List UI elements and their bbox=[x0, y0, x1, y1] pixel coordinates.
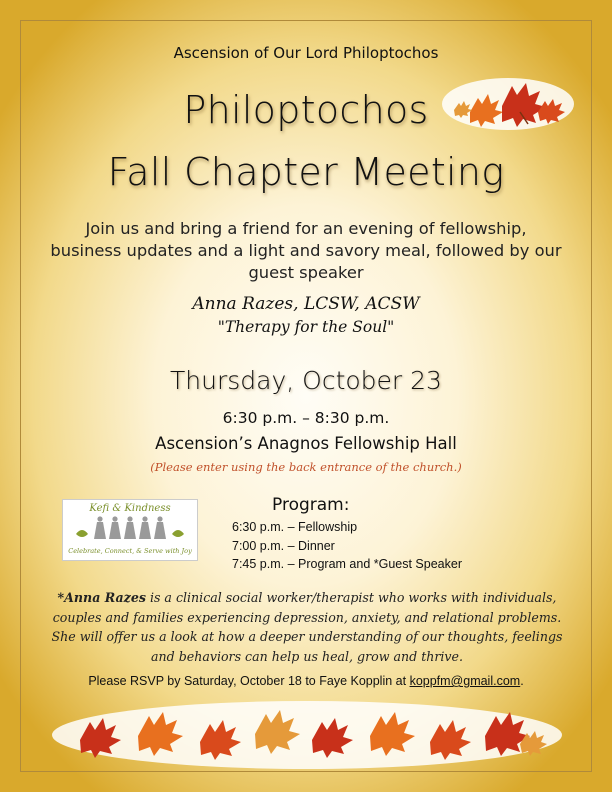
event-venue: Ascension’s Anagnos Fellowship Hall bbox=[155, 434, 457, 453]
intro-paragraph: Join us and bring a friend for an evening of fellowship, business updates and a light and savory meal, followed by our guest speaker bbox=[50, 219, 562, 282]
organization-name: Ascension of Our Lord Philoptochos bbox=[173, 44, 439, 62]
program-list bbox=[232, 518, 462, 574]
program-item: 7:45 p.m. – Program and *Guest Speaker bbox=[232, 557, 462, 571]
event-time: 6:30 p.m. – 8:30 p.m. bbox=[222, 409, 390, 427]
entrance-note: (Please enter using the back entrance of the church.) bbox=[150, 460, 462, 474]
event-date: Thursday, October 23 bbox=[170, 366, 442, 395]
kefi-kindness-logo bbox=[62, 499, 198, 561]
logo-title: Kefi & Kindness bbox=[89, 503, 171, 514]
program-item: 6:30 p.m. – Fellowship bbox=[232, 520, 358, 534]
title-line-1: Philoptochos bbox=[183, 88, 429, 132]
program-heading: Program: bbox=[272, 495, 350, 515]
bio-text: is a clinical social worker/therapist who works with individuals, couples and families experiencing depression, anxiety, and relational problems. She will offer us a look at how a deeper understanding of our thoughts, feelings and behaviors can help us heal, grow and thrive. bbox=[51, 590, 563, 664]
rsvp-text: Please RSVP by Saturday, October 18 to Faye Kopplin at bbox=[88, 674, 410, 688]
logo-tagline: Celebrate, Connect, & Serve with Joy bbox=[68, 547, 192, 555]
autumn-leaves-bottom-image bbox=[50, 690, 565, 775]
rsvp-end: . bbox=[520, 674, 524, 688]
dancers-icon bbox=[70, 514, 190, 542]
talk-title: "Therapy for the Soul" bbox=[217, 318, 395, 336]
speaker-name: Anna Razes, LCSW, ACSW bbox=[192, 294, 420, 314]
rsvp-email-link[interactable]: koppfm@gmail.com bbox=[409, 674, 521, 688]
title-line-2: Fall Chapter Meeting bbox=[107, 150, 505, 194]
autumn-leaves-top-image bbox=[440, 72, 575, 134]
rsvp-line bbox=[0, 674, 612, 688]
speaker-bio bbox=[42, 588, 572, 666]
bio-speaker-name: *Anna Razes bbox=[57, 590, 146, 605]
program-item: 7:00 p.m. – Dinner bbox=[232, 538, 335, 553]
